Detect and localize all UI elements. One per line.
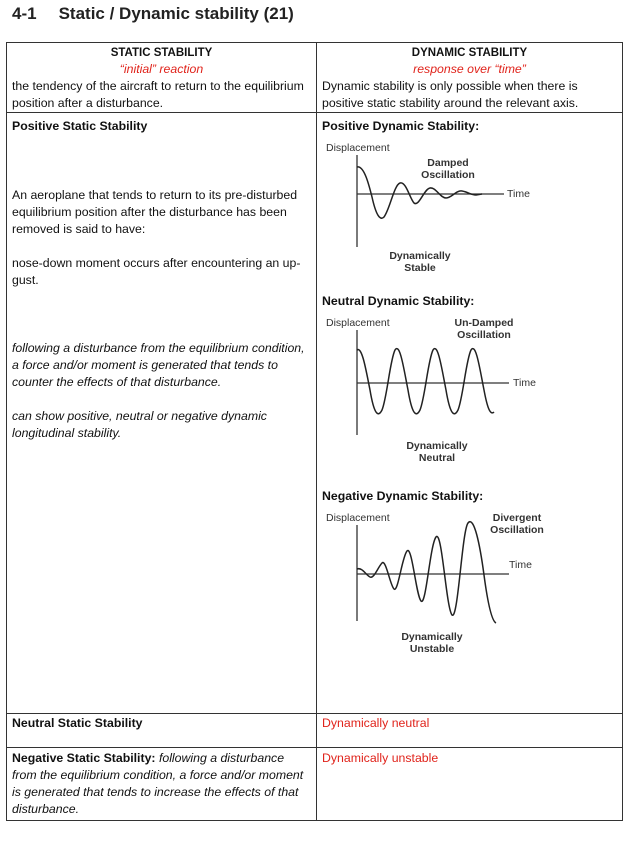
positive-static-para-2: nose-down moment occurs after encountering an up-gust. (12, 256, 301, 287)
definition-row (7, 43, 623, 113)
dynamic-diagrams-cell (317, 113, 623, 714)
x-axis-label: Time (509, 559, 532, 571)
section-title: Static / Dynamic stability (21) (58, 4, 294, 23)
positive-static-para-4: can show positive, neutral or negative dynamic longitudinal stability. (12, 409, 267, 440)
undamped-wave (357, 349, 494, 414)
neutral-dynamic-title: Neutral Dynamic Stability: (322, 294, 475, 308)
oscillation-label-2: Oscillation (457, 329, 511, 341)
negative-static-row (7, 748, 623, 821)
section-number: 4-1 (12, 4, 37, 23)
neutral-static-row (7, 714, 623, 748)
static-column-title: STATIC STABILITY (110, 47, 213, 59)
oscillation-label-2: Oscillation (421, 169, 475, 181)
dynamic-subtitle: response over “time” (413, 62, 526, 76)
dynamic-column-title: DYNAMIC STABILITY (411, 47, 528, 59)
positive-static-cell (7, 113, 317, 714)
result-label-1: Dynamically (389, 250, 451, 262)
negative-static-body (12, 748, 311, 818)
static-subtitle: “initial” reaction (119, 62, 204, 76)
damped-oscillation-diagram (324, 135, 554, 285)
result-label-1: Dynamically (406, 440, 468, 452)
negative-static-text: following a disturbance from the equilibrium condition, a force and/or moment is generated that tends to increase the effects of that disturbance. (12, 751, 304, 816)
result-label-2: Neutral (418, 452, 456, 464)
negative-dynamic-cell (317, 748, 623, 821)
y-axis-label: Displacement (326, 512, 390, 524)
oscillation-label-2: Oscillation (490, 524, 544, 536)
oscillation-label-1: Un-Damped (454, 317, 514, 329)
positive-static-para-3: following a disturbance from the equilibrium condition, a force and/or moment is generated that tends to counter the effects of that disturbance. (12, 341, 305, 389)
divergent-wave (357, 522, 496, 623)
neutral-dynamic-cell (317, 714, 623, 748)
oscillation-label-1: Divergent (492, 512, 542, 524)
neutral-static-title: Neutral Static Stability (12, 716, 143, 730)
page-heading (12, 4, 294, 24)
x-axis-label: Time (513, 377, 536, 389)
static-header-cell (7, 43, 317, 113)
result-label-2: Stable (404, 262, 436, 274)
positive-dynamic-title: Positive Dynamic Stability: (322, 119, 480, 133)
dynamic-header-cell (317, 43, 623, 113)
negative-static-cell (7, 748, 317, 821)
dynamic-definition: Dynamic stability is only possible when there is positive static stability around the relevant axis. (322, 79, 579, 110)
positive-static-row (7, 113, 623, 714)
neutral-static-cell (7, 714, 317, 748)
x-axis-label: Time (507, 188, 530, 200)
oscillation-label-1: Damped (427, 157, 469, 169)
result-label-2: Unstable (409, 643, 455, 655)
positive-static-para-1: An aeroplane that tends to return to its pre-disturbed equilibrium position after the disturbance has been removed is said to have: (12, 188, 298, 236)
divergent-oscillation-diagram (324, 505, 554, 655)
positive-static-title: Positive Static Stability (12, 119, 148, 133)
static-definition: the tendency of the aircraft to return to the equilibrium position after a disturbance. (12, 79, 304, 110)
result-label-1: Dynamically (401, 631, 463, 643)
negative-static-title: Negative Static Stability: (12, 751, 156, 765)
negative-dynamic-note: Dynamically unstable (322, 751, 439, 765)
negative-dynamic-title: Negative Dynamic Stability: (322, 489, 484, 503)
neutral-dynamic-note: Dynamically neutral (322, 716, 430, 730)
undamped-oscillation-diagram (324, 310, 554, 480)
y-axis-label: Displacement (326, 142, 390, 154)
stability-table (6, 42, 623, 821)
y-axis-label: Displacement (326, 317, 390, 329)
